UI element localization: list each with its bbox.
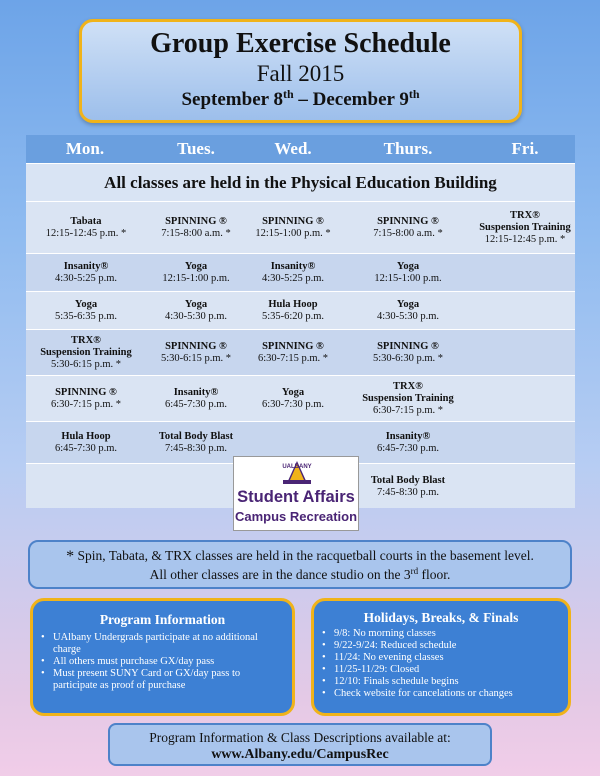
class-entry (31, 335, 141, 371)
day-thursday: Thurs. (383, 139, 433, 158)
logo-student-affairs: Student Affairs (237, 488, 355, 506)
footnote-line-2: All other classes are in the dance studio on the 3rd floor. (149, 566, 451, 582)
list-item: • 9/8: No morning classes (314, 628, 568, 640)
class-name-line-2: Suspension Training (479, 222, 571, 233)
class-name: Yoga (396, 261, 420, 272)
class-time: 5:35-6:35 p.m. (54, 311, 118, 322)
list-item: • UAlbany Undergrads participate at no additional charge (33, 632, 292, 656)
class-name: TRX® (392, 381, 423, 392)
list-item: • 12/10: Finals schedule begins (314, 676, 568, 688)
day-wednesday: Wed. (274, 139, 312, 158)
class-entry (238, 216, 348, 240)
class-time: 7:45-8:30 p.m. (376, 487, 440, 498)
class-time: 7:15-8:00 a.m. * (161, 228, 231, 239)
class-time: 5:30-6:30 p.m. * (373, 353, 443, 364)
schedule-table (26, 135, 575, 508)
class-name: TRX® (70, 335, 101, 346)
class-entry (141, 261, 251, 285)
class-name: Total Body Blast (158, 431, 234, 442)
title-banner (79, 19, 522, 123)
location-notice: All classes are held in the Physical Education Building (26, 163, 575, 201)
class-name: SPINNING ® (262, 216, 324, 227)
class-time: 7:15-8:00 a.m. * (373, 228, 443, 239)
class-name: Insanity® (63, 261, 109, 272)
class-name: Insanity® (173, 387, 219, 398)
page-title: Group Exercise Schedule (150, 28, 451, 59)
class-entry (31, 299, 141, 323)
class-time: 6:45-7:30 p.m. (54, 443, 118, 454)
ualbany-wordmark: UALBANY (282, 464, 312, 470)
day-monday: Mon. (65, 139, 105, 158)
student-affairs-logo (233, 456, 359, 531)
class-name: Insanity® (385, 431, 431, 442)
class-entry (353, 475, 463, 499)
table-row (26, 201, 575, 253)
class-time: 6:45-7:30 p.m. (164, 399, 228, 410)
class-entry (141, 216, 251, 240)
class-name: TRX® (509, 210, 540, 221)
class-entry (141, 299, 251, 323)
day-header-row (26, 135, 575, 163)
class-time: 6:45-7:30 p.m. (376, 443, 440, 454)
holidays-panel (311, 598, 571, 716)
class-time: 5:30-6:15 p.m. * (51, 359, 121, 370)
class-entry (470, 210, 580, 246)
class-entry (353, 431, 463, 455)
table-row (26, 329, 575, 375)
class-time: 5:35-6:20 p.m. (261, 311, 325, 322)
class-time: 6:30-7:15 p.m. * (258, 353, 328, 364)
class-time: 12:15-12:45 p.m. * (45, 228, 127, 239)
class-entry (31, 387, 141, 411)
class-entry (353, 341, 463, 365)
class-time: 12:15-1:00 p.m. * (255, 228, 331, 239)
class-name: SPINNING ® (165, 341, 227, 352)
class-time: 4:30-5:30 p.m. (164, 311, 228, 322)
class-entry (31, 216, 141, 240)
class-name: Yoga (281, 387, 305, 398)
day-friday: Fri. (511, 139, 539, 158)
campus-rec-link[interactable]: www.Albany.edu/CampusRec (211, 747, 389, 762)
class-entry (31, 431, 141, 455)
class-entry (353, 261, 463, 285)
class-name: Yoga (396, 299, 420, 310)
class-name: Yoga (184, 261, 208, 272)
program-information-list (33, 632, 292, 692)
class-time: 4:30-5:30 p.m. (376, 311, 440, 322)
table-row (26, 375, 575, 421)
class-time: 4:30-5:25 p.m. (261, 273, 325, 284)
term-label: Fall 2015 (256, 61, 345, 86)
class-entry (353, 216, 463, 240)
list-item: • Must present SUNY Card or GX/day pass to participate as proof of purchase (33, 668, 292, 692)
class-name: SPINNING ® (55, 387, 117, 398)
class-name: SPINNING ® (262, 341, 324, 352)
location-footnote (28, 540, 572, 589)
list-item: • 11/24: No evening classes (314, 652, 568, 664)
logo-campus-recreation: Campus Recreation (234, 509, 358, 524)
program-information-panel (30, 598, 295, 716)
footer-banner (108, 723, 492, 766)
class-name: SPINNING ® (377, 216, 439, 227)
class-name: SPINNING ® (165, 216, 227, 227)
list-item: • All others must purchase GX/day pass (33, 656, 292, 668)
ualbany-monogram-icon (280, 459, 314, 485)
class-time: 4:30-5:25 p.m. (54, 273, 118, 284)
class-entry (238, 261, 348, 285)
class-time: 7:45-8:30 p.m. (164, 443, 228, 454)
class-time: 6:30-7:30 p.m. (261, 399, 325, 410)
class-name: Tabata (70, 216, 102, 227)
class-name-line-2: Suspension Training (40, 347, 132, 358)
class-entry (141, 431, 251, 455)
class-time: 12:15-1:00 p.m. (162, 273, 230, 284)
class-time: 6:30-7:15 p.m. * (373, 405, 443, 416)
class-entry (238, 387, 348, 411)
class-time: 6:30-7:15 p.m. * (51, 399, 121, 410)
program-information-title: Program Information (99, 612, 226, 627)
class-time: 12:15-1:00 p.m. (374, 273, 442, 284)
class-entry (141, 341, 251, 365)
class-time: 12:15-12:45 p.m. * (484, 234, 566, 245)
class-name: Total Body Blast (370, 475, 446, 486)
footnote-line-1: * Spin, Tabata, & TRX classes are held in the racquetball courts in the basement level. (66, 548, 534, 565)
class-name: Hula Hoop (268, 299, 318, 310)
day-tuesday: Tues. (177, 139, 215, 158)
table-row (26, 253, 575, 291)
class-name: SPINNING ® (377, 341, 439, 352)
holidays-title: Holidays, Breaks, & Finals (363, 610, 519, 625)
class-name-line-2: Suspension Training (362, 393, 454, 404)
date-range: September 8th – December 9th (181, 87, 420, 110)
class-entry (141, 387, 251, 411)
class-name: Yoga (74, 299, 98, 310)
footer-text: Program Information & Class Descriptions available at: (149, 730, 451, 745)
class-name: Yoga (184, 299, 208, 310)
class-entry (238, 341, 348, 365)
list-item: • Check website for cancelations or changes (314, 688, 568, 700)
class-entry (353, 381, 463, 417)
table-row (26, 291, 575, 329)
class-name: Insanity® (270, 261, 316, 272)
class-entry (353, 299, 463, 323)
class-name: Hula Hoop (61, 431, 111, 442)
list-item: • 11/25-11/29: Closed (314, 664, 568, 676)
class-entry (31, 261, 141, 285)
class-time: 5:30-6:15 p.m. * (161, 353, 231, 364)
list-item: • 9/22-9/24: Reduced schedule (314, 640, 568, 652)
class-entry (238, 299, 348, 323)
holidays-list (314, 628, 568, 700)
